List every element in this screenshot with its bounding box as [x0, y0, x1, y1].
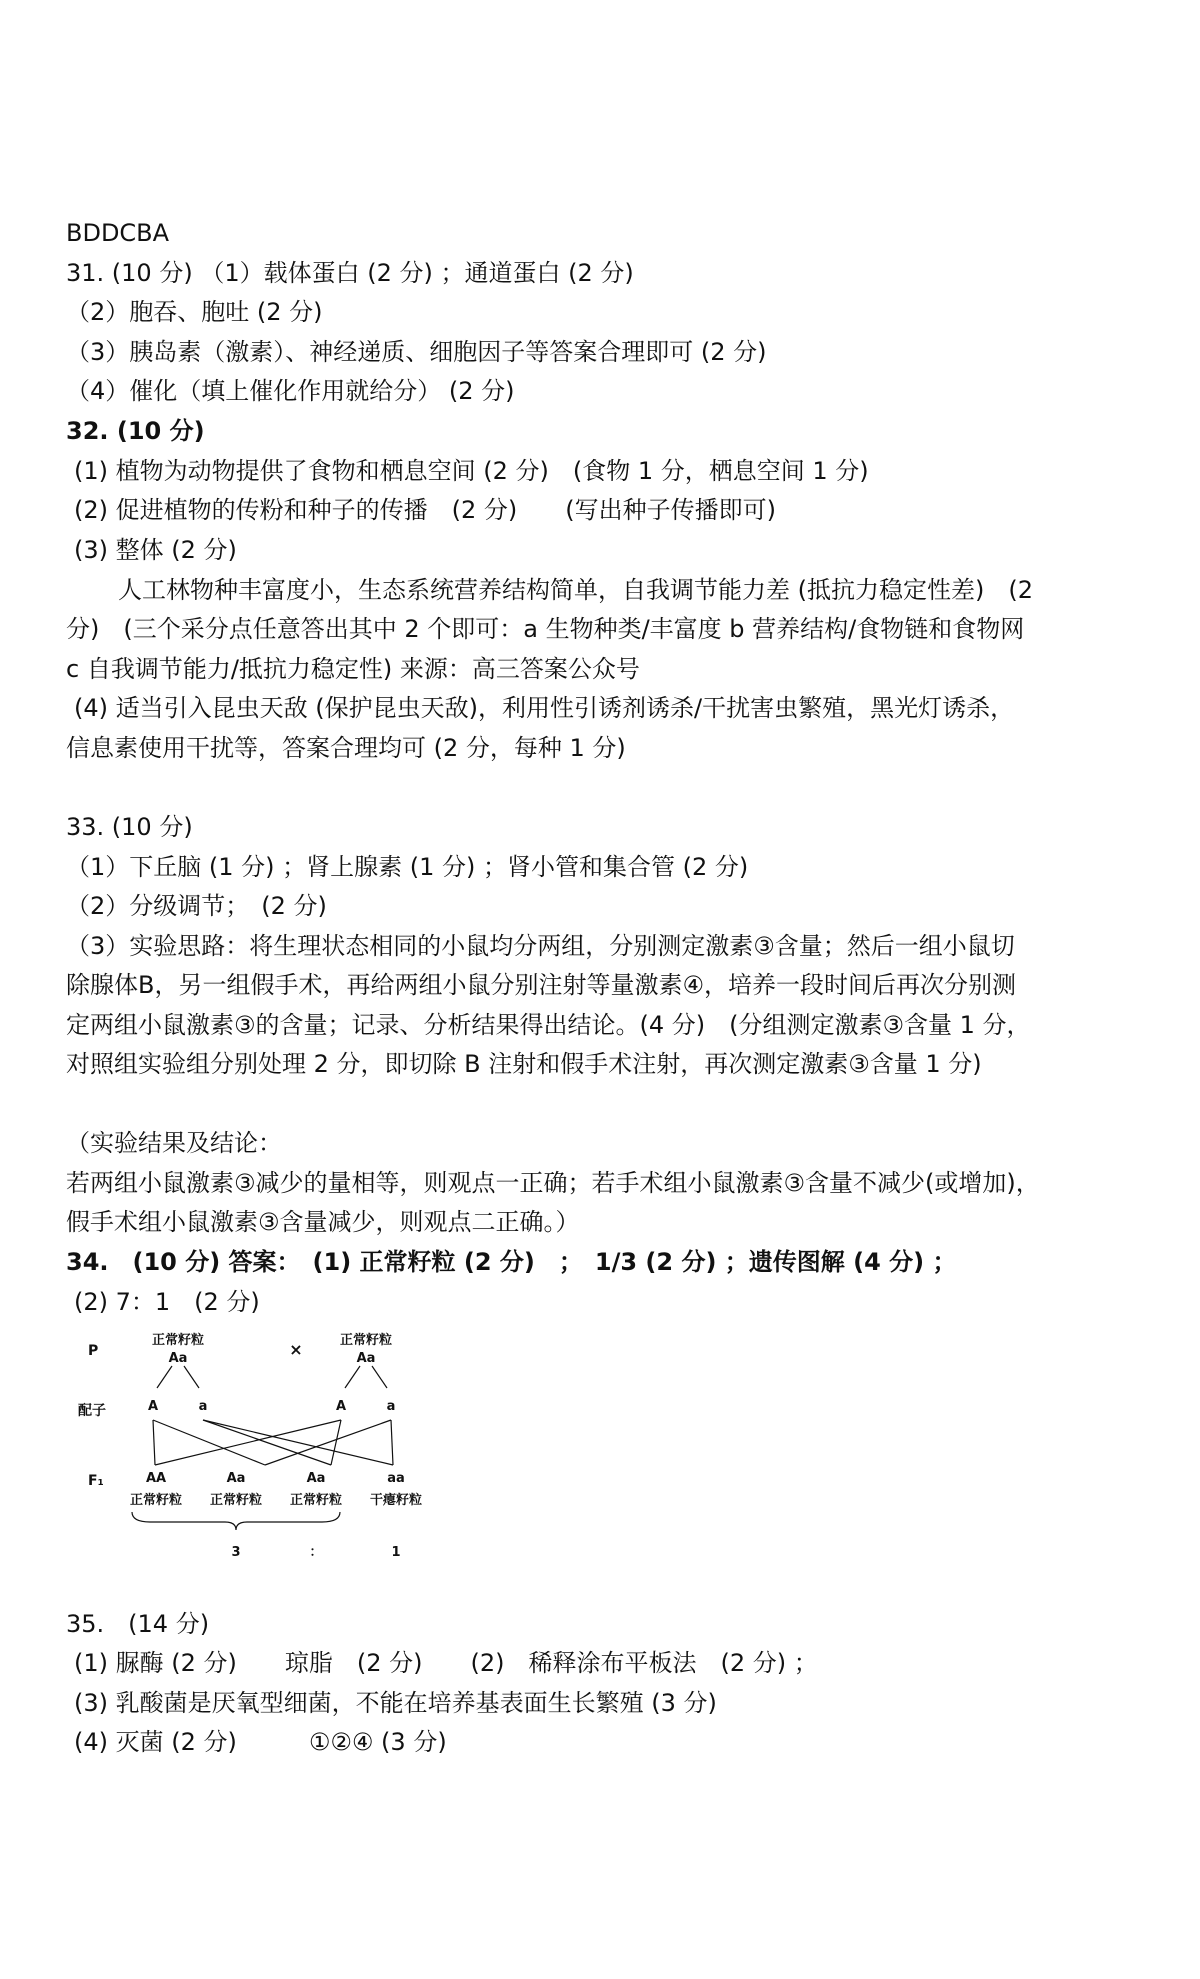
q31-line-3: （3）胰岛素（激素）、神经递质、细胞因子等答案合理即可 (2 分) — [66, 338, 767, 366]
q33-line-1: （1）下丘脑 (1 分) ；肾上腺素 (1 分) ；肾小管和集合管 (2 分) — [66, 853, 749, 881]
offspring-4-genotype: aa — [387, 1471, 405, 1486]
offspring-3-genotype: Aa — [306, 1471, 326, 1486]
grouping-brace — [132, 1512, 340, 1530]
q33-heading: 33. (10 分) — [66, 813, 193, 841]
q33-line-5: 定两组小鼠激素③的含量；记录、分析结果得出结论。(4 分) (分组测定激素③含量 1 分， — [66, 1011, 1031, 1039]
q32-line-8: 信息素使用干扰等，答案合理均可 (2 分，每种 1 分) — [66, 734, 626, 762]
q34-line-2: (2) 7：1 (2 分) — [74, 1288, 260, 1316]
q35-line-1: (1) 脲酶 (2 分) 琼脂 (2 分) (2) 稀释涂布平板法 (2 分) ； — [74, 1649, 818, 1677]
row-label-gamete: 配子 — [78, 1403, 106, 1419]
q35-heading: 35. (14 分) — [66, 1610, 210, 1638]
offspring-4-phenotype: 干瘪籽粒 — [369, 1493, 423, 1508]
parent1-phenotype: 正常籽粒 — [151, 1333, 205, 1348]
offspring-1-genotype: AA — [145, 1471, 167, 1486]
cross-symbol: × — [289, 1340, 303, 1359]
offspring-3-phenotype: 正常籽粒 — [289, 1493, 343, 1508]
q31-line-4: （4）催化（填上催化作用就给分） (2 分) — [66, 377, 515, 405]
q32-line-6: c 自我调节能力/抵抗力稳定性) 来源：高三答案公众号 — [66, 655, 640, 683]
q32-line-4: 人工林物种丰富度小，生态系统营养结构简单，自我调节能力差 (抵抗力稳定性差) (2 — [118, 576, 1033, 604]
q33-line-3: （3）实验思路：将生理状态相同的小鼠均分两组，分别测定激素③含量；然后一组小鼠切 — [66, 932, 1015, 960]
q35-line-2: (3) 乳酸菌是厌氧型细菌，不能在培养基表面生长繁殖 (3 分) — [74, 1689, 717, 1717]
q33-line-7: （实验结果及结论： — [66, 1129, 282, 1157]
gamete-2: a — [198, 1399, 208, 1414]
q32-heading: 32. (10 分) — [66, 417, 205, 445]
parent2-phenotype: 正常籽粒 — [339, 1333, 393, 1348]
q33-line-6: 对照组实验组分别处理 2 分，即切除 B 注射和假手术注射，再次测定激素③含量 1 分) — [66, 1050, 982, 1078]
q33-line-8: 若两组小鼠激素③减少的量相等，则观点一正确；若手术组小鼠激素③含量不减少(或增加)， — [66, 1169, 1040, 1197]
choice-answers: BDDCBA — [66, 219, 170, 247]
q32-line-5: 分) (三个采分点任意答出其中 2 个即可：a 生物种类/丰富度 b 营养结构/食物链和食物网 — [66, 615, 1025, 643]
row-label-p: P — [88, 1343, 99, 1359]
q35-line-3: (4) 灭菌 (2 分) ①②④ (3 分) — [74, 1728, 447, 1756]
row-label-f1: F₁ — [88, 1473, 104, 1489]
ratio-right: 1 — [391, 1545, 401, 1560]
q32-line-1: (1) 植物为动物提供了食物和栖息空间 (2 分) (食物 1 分，栖息空间 1 分) — [74, 457, 869, 485]
offspring-1-phenotype: 正常籽粒 — [129, 1493, 183, 1508]
q31-line-2: （2）胞吞、胞吐 (2 分) — [66, 298, 323, 326]
ratio-separator: ： — [309, 1545, 323, 1560]
q32-line-2: (2) 促进植物的传粉和种子的传播 (2 分) (写出种子传播即可) — [74, 496, 776, 524]
fertilization-lines — [153, 1420, 393, 1465]
q33-line-2: （2）分级调节； (2 分) — [66, 892, 327, 920]
q32-line-7: (4) 适当引入昆虫天敌 (保护昆虫天敌)，利用性引诱剂诱杀/干扰害虫繁殖，黑光灯诱杀， — [74, 694, 1015, 722]
gamete-3: A — [335, 1399, 347, 1414]
q33-line-9: 假手术组小鼠激素③含量减少，则观点二正确。） — [66, 1208, 580, 1236]
genetic-cross-diagram — [60, 1330, 480, 1570]
gamete-1: A — [147, 1399, 159, 1414]
offspring-2-phenotype: 正常籽粒 — [209, 1493, 263, 1508]
ratio-left: 3 — [231, 1545, 241, 1560]
gamete-4: a — [386, 1399, 396, 1414]
q32-line-3: (3) 整体 (2 分) — [74, 536, 237, 564]
q34-line-1: 34. (10 分) 答案： (1) 正常籽粒 (2 分) ； 1/3 (2 分) ；遗传图解 (4 分) ； — [66, 1248, 957, 1276]
q31-line-1: 31. (10 分) （1）载体蛋白 (2 分) ；通道蛋白 (2 分) — [66, 259, 634, 287]
parent-to-gamete-arrows — [157, 1366, 387, 1388]
parent2-genotype: Aa — [356, 1351, 376, 1366]
q33-line-4: 除腺体B，另一组假手术，再给两组小鼠分别注射等量激素④，培养一段时间后再次分别测 — [66, 971, 1016, 999]
parent1-genotype: Aa — [168, 1351, 188, 1366]
offspring-2-genotype: Aa — [226, 1471, 246, 1486]
